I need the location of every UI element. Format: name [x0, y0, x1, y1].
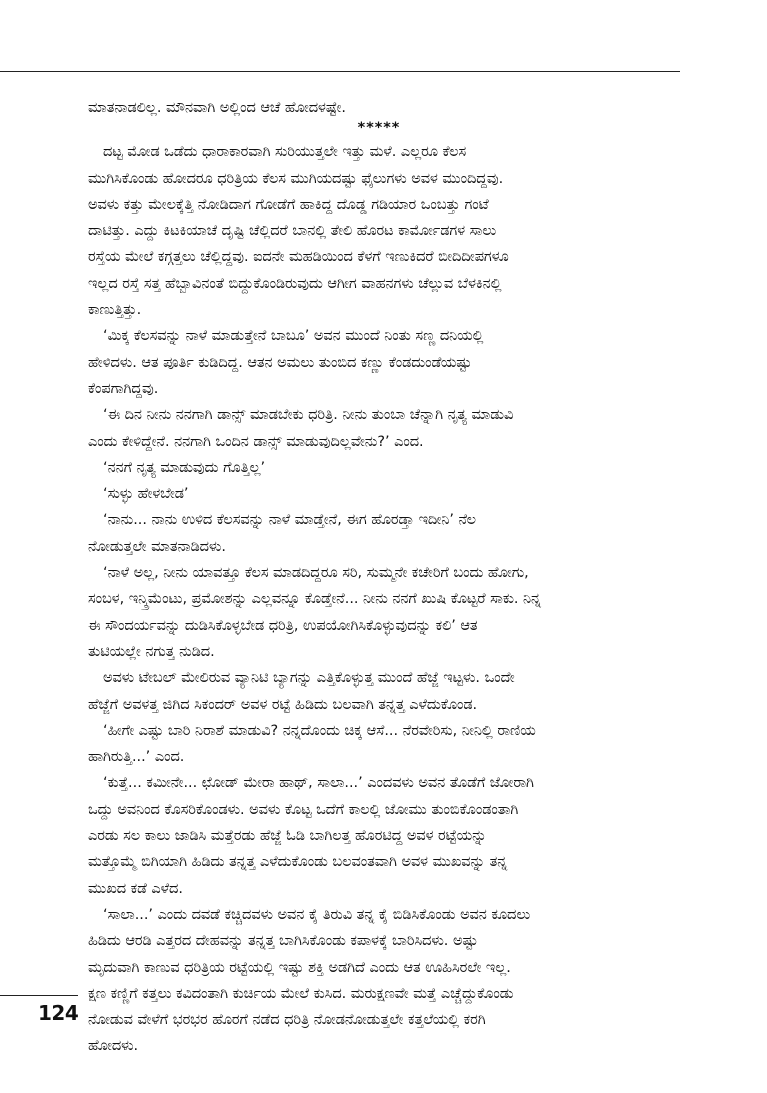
- paragraph-line: ಕಾಣುತ್ತಿತ್ತು.: [88, 302, 142, 319]
- paragraph-line: ಹಾಗಿರುತ್ತಿ...’ ಎಂದ.: [88, 749, 185, 766]
- paragraph-line: ನೋಡುತ್ತಲೇ ಮಾತನಾಡಿದಳು.: [88, 538, 226, 555]
- paragraph-line: ಅವಳು ಟೇಬಲ್ ಮೇಲಿರುವ ವ್ಯಾನಿಟಿ ಬ್ಯಾಗನ್ನು ಎತ್ತಿಕೊಳ್ಳುತ್ತ ಮುಂದೆ ಹೆಜ್ಜೆ ಇಟ್ಟಳು. ಒಂದೇ: [103, 670, 515, 687]
- paragraph-line: ಮುಗಿಸಿಕೊಂಡು ಹೋದರೂ ಧರಿತ್ರಿಯ ಕೆಲಸ ಮುಗಿಯದಷ್ಟು ಫೈಲುಗಳು ಅವಳ ಮುಂದಿದ್ದವು.: [88, 170, 504, 187]
- paragraph-line: ಒದ್ದು ಅವನಿಂದ ಕೊಸರಿಕೊಂಡಳು. ಅವಳು ಕೊಟ್ಟ ಒದೆಗೆ ಕಾಲಲ್ಲಿ ಜೋಮು ತುಂಬಿಕೊಂಡಂತಾಗಿ: [88, 801, 519, 818]
- page-number: 124: [38, 1001, 79, 1025]
- paragraph-line: ‘ನಾಳೆ ಅಲ್ಲ, ನೀನು ಯಾವತ್ತೂ ಕೆಲಸ ಮಾಡದಿದ್ದರೂ ಸರಿ, ಸುಮ್ಮನೇ ಕಚೇರಿಗೆ ಬಂದು ಹೋಗು,: [103, 565, 529, 582]
- paragraph-line: ಅವಳು ಕತ್ತು ಮೇಲಕ್ಕೆತ್ತಿ ನೋಡಿದಾಗ ಗೋಡೆಗೆ ಹಾಕಿದ್ದ ದೊಡ್ಡ ಗಡಿಯಾರ ಒಂಬತ್ತು ಗಂಟೆ: [88, 196, 489, 213]
- paragraph-line: ದಟ್ಟ ಮೋಡ ಒಡೆದು ಧಾರಾಕಾರವಾಗಿ ಸುರಿಯುತ್ತಲೇ ಇತ್ತು ಮಳೆ. ಎಲ್ಲರೂ ಕೆಲಸ: [103, 144, 467, 161]
- paragraph-line: ‘ಹೀಗೇ ಎಷ್ಟು ಬಾರಿ ನಿರಾಶೆ ಮಾಡುವಿ? ನನ್ನದೊಂದು ಚಿಕ್ಕ ಆಸೆ... ನೆರವೇರಿಸು, ನೀನಿಲ್ಲಿ ರಾಣಿಯ: [103, 722, 536, 739]
- paragraph-line: ‘ಮಿಕ್ಕ ಕೆಲಸವನ್ನು ನಾಳೆ ಮಾಡುತ್ತೇನೆ ಬಾಬೂ’ ಅವನ ಮುಂದೆ ನಿಂತು ಸಣ್ಣ ದನಿಯಲ್ಲಿ: [103, 328, 484, 345]
- paragraph-line: ತುಟಿಯಲ್ಲೇ ನಗುತ್ತ ನುಡಿದ.: [88, 643, 215, 660]
- paragraph-line: ಹೆಜ್ಜೆಗೆ ಅವಳತ್ತ ಜಿಗಿದ ಸಿಕಂದರ್ ಅವಳ ರಟ್ಟೆ ಹಿಡಿದು ಬಲವಾಗಿ ತನ್ನತ್ತ ಎಳೆದುಕೊಂಡ.: [88, 696, 478, 713]
- paragraph-line: ಹೇಳಿದಳು. ಆತ ಪೂರ್ತಿ ಕುಡಿದಿದ್ದ. ಆತನ ಅಮಲು ತುಂಬಿದ ಕಣ್ಣು ಕೆಂಡದುಂಡೆಯಷ್ಟು: [88, 354, 472, 371]
- paragraph-line: ಮೃದುವಾಗಿ ಕಾಣುವ ಧರಿತ್ರಿಯ ರಟ್ಟೆಯಲ್ಲಿ ಇಷ್ಟು ಶಕ್ತಿ ಅಡಗಿದೆ ಎಂದು ಆತ ಊಹಿಸಿರಲೇ ಇಲ್ಲ.: [88, 959, 511, 976]
- footer-rule: [0, 995, 78, 996]
- section-separator: *****: [357, 121, 401, 137]
- paragraph-line: ಸಂಬಳ, ಇನ್ಕ್ರಿಮೆಂಟು, ಪ್ರಮೋಶನ್ನು ಎಲ್ಲವನ್ನೂ ಕೊಡ್ತೇನೆ... ನೀನು ನನಗೆ ಖುಷಿ ಕೊಟ್ಟರೆ ಸಾಕು. ನಿನ್ನ: [88, 591, 541, 608]
- body-text: [88, 95, 670, 1060]
- paragraph-line: ಹೋದಳು.: [88, 1038, 139, 1055]
- paragraph-line: ಎಂದು ಕೇಳಿದ್ದೇನೆ. ನನಗಾಗಿ ಒಂದಿನ ಡಾನ್ಸ್ ಮಾಡುವುದಿಲ್ಲವೇನು?’ ಎಂದ.: [88, 433, 424, 450]
- paragraph-line: ಕ್ಷಣ ಕಣ್ಣಿಗೆ ಕತ್ತಲು ಕವಿದಂತಾಗಿ ಕುರ್ಚಿಯ ಮೇಲೆ ಕುಸಿದ. ಮರುಕ್ಷಣವೇ ಮತ್ತೆ ಎಚ್ಚೆದ್ದುಕೊಂಡು: [88, 985, 514, 1002]
- paragraph-line: ಮುಖದ ಕಡೆ ಎಳೆದ.: [88, 880, 183, 897]
- paragraph-line: ರಸ್ತೆಯ ಮೇಲೆ ಕಗ್ಗತ್ತಲು ಚೆಲ್ಲಿದ್ದವು. ಐದನೇ ಮಹಡಿಯಿಂದ ಕೆಳಗೆ ಇಣುಕಿದರೆ ಬೀದಿದೀಪಗಳೂ: [88, 249, 509, 266]
- paragraph-line: ‘ಕುತ್ತೆ... ಕಮೀನೇ... ಛೋಡ್ ಮೇರಾ ಹಾಥ್, ಸಾಲಾ...’ ಎಂದವಳು ಅವನ ತೊಡೆಗೆ ಜೋರಾಗಿ: [103, 775, 534, 792]
- paragraph-line: ಹಿಡಿದು ಆರಡಿ ಎತ್ತರದ ದೇಹವನ್ನು ತನ್ನತ್ತ ಬಾಗಿಸಿಕೊಂಡು ಕಪಾಳಕ್ಕೆ ಬಾರಿಸಿದಳು. ಅಷ್ಟು: [88, 933, 478, 950]
- paragraph-line: ‘ಈ ದಿನ ನೀನು ನನಗಾಗಿ ಡಾನ್ಸ್ ಮಾಡಬೇಕು ಧರಿತ್ರಿ. ನೀನು ತುಂಬಾ ಚೆನ್ನಾಗಿ ನೃತ್ಯ ಮಾಡುವಿ: [103, 407, 514, 424]
- paragraph-line: ಎರಡು ಸಲ ಕಾಲು ಜಾಡಿಸಿ ಮತ್ತೆರಡು ಹೆಜ್ಜೆ ಓಡಿ ಬಾಗಿಲತ್ತ ಹೊರಟಿದ್ದ ಅವಳ ರಟ್ಟೆಯನ್ನು: [88, 828, 487, 845]
- paragraph-line: ನೋಡುವ ವೇಳೆಗೆ ಭರಭರ ಹೊರಗೆ ನಡೆದ ಧರಿತ್ರಿ ನೋಡನೋಡುತ್ತಲೇ ಕತ್ತಲೆಯಲ್ಲಿ ಕರಗಿ: [88, 1012, 486, 1029]
- paragraph-line: ‘ನನಗೆ ನೃತ್ಯ ಮಾಡುವುದು ಗೊತ್ತಿಲ್ಲ’: [103, 459, 266, 476]
- paragraph-line: ಕೆಂಪಗಾಗಿದ್ದವು.: [88, 380, 159, 397]
- paragraph-line: ‘ನಾನು... ನಾನು ಉಳಿದ ಕೆಲಸವನ್ನು ನಾಳೆ ಮಾಡ್ತೇನೆ, ಈಗ ಹೊರಡ್ತಾ ಇದೀನಿ’ ನೆಲ: [103, 512, 476, 529]
- paragraph-line: ಮತ್ತೊಮ್ಮೆ ಬಿಗಿಯಾಗಿ ಹಿಡಿದು ತನ್ನತ್ತ ಎಳೆದುಕೊಂಡು ಬಲವಂತವಾಗಿ ಅವಳ ಮುಖವನ್ನು ತನ್ನ: [88, 854, 508, 871]
- paragraph-line: ಮಾತನಾಡಲಿಲ್ಲ. ಮೌನವಾಗಿ ಅಲ್ಲಿಂದ ಆಚೆ ಹೋದಳಷ್ಟೇ.: [88, 100, 346, 116]
- header-rule: [0, 71, 680, 72]
- paragraph-line: ‘ಸಾಲಾ...’ ಎಂದು ದವಡೆ ಕಚ್ಚಿದವಳು ಅವನ ಕೈ ತಿರುವಿ ತನ್ನ ಕೈ ಬಿಡಿಸಿಕೊಂಡು ಅವನ ಕೂದಲು: [103, 906, 531, 923]
- paragraph-line: ಇಲ್ಲದ ರಸ್ತೆ ಸತ್ತ ಹೆಬ್ಬಾವಿನಂತೆ ಬಿದ್ದುಕೊಂಡಿರುವುದು ಆಗೀಗ ವಾಹನಗಳು ಚೆಲ್ಲುವ ಬೆಳಕಿನಲ್ಲಿ: [88, 275, 502, 292]
- paragraph-line: ಈ ಸೌಂದರ್ಯವನ್ನು ದುಡಿಸಿಕೊಳ್ಳಬೇಡ ಧರಿತ್ರಿ, ಉಪಯೋಗಿಸಿಕೊಳ್ಳುವುದನ್ನು ಕಲಿ’ ಆತ: [88, 617, 478, 634]
- paragraph-line: ದಾಟಿತ್ತು. ಎದ್ದು ಕಿಟಕಿಯಾಚೆ ದೃಷ್ಟಿ ಚೆಲ್ಲಿದರೆ ಬಾನಲ್ಲಿ ತೇಲಿ ಹೊರಟ ಕಾರ್ಮೋಡಗಳ ಸಾಲು: [88, 223, 497, 240]
- paragraph-line: ‘ಸುಳ್ಳು ಹೇಳಬೇಡ’: [103, 486, 189, 503]
